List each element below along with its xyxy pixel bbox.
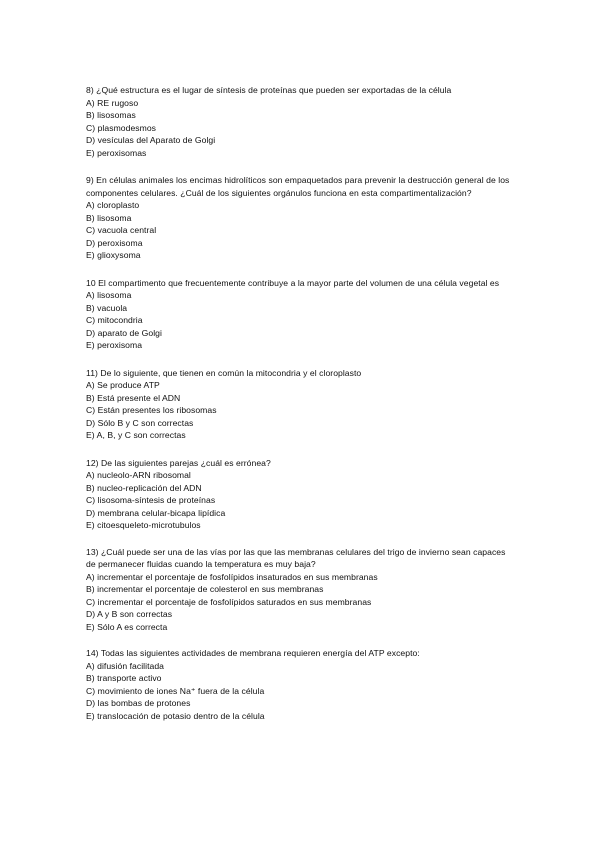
question-12	[86, 457, 516, 532]
question-8	[86, 84, 516, 159]
answer-option-a: A) nucleolo-ARN ribosomal	[86, 470, 191, 480]
answer-option-b: B) nucleo-replicación del ADN	[86, 482, 202, 493]
answer-option-d: D) vesículas del Aparato de Golgi	[86, 135, 216, 145]
answer-option-a: A) lisosoma	[86, 290, 132, 300]
question-13	[86, 546, 516, 634]
answer-option-c: C) plasmodesmos	[86, 122, 156, 133]
answer-options	[86, 289, 516, 352]
answer-option-d: D) peroxisoma	[86, 237, 143, 248]
answer-option-c: C) vacuola central	[86, 225, 157, 235]
question-text: 12) De las siguientes parejas ¿cuál es errónea?	[86, 457, 271, 468]
question-text: 10 El compartimento que frecuentemente contribuye a la mayor parte del volumen de una célula vegetal es	[86, 277, 500, 288]
answer-option-e: E) peroxisoma	[86, 340, 143, 350]
answer-option-e: E) peroxisomas	[86, 147, 147, 158]
answer-option-c: C) mitocondria	[86, 315, 143, 325]
answer-options	[86, 379, 516, 442]
answer-option-e: E) A, B, y C son correctas	[86, 430, 186, 440]
answer-option-a: A) Se produce ATP	[86, 380, 160, 390]
question-text: 13) ¿Cuál puede ser una de las vías por las que las membranas celulares del trigo de invierno sean capaces de permanecer fluidas cuando la temperatura es muy baja?	[86, 546, 508, 569]
question-10	[86, 277, 516, 352]
answer-option-d: D) membrana celular-bicapa lipídica	[86, 507, 226, 518]
answer-options	[86, 469, 516, 532]
question-9	[86, 174, 516, 262]
answer-option-d: D) aparato de Golgi	[86, 327, 162, 338]
answer-option-b: B) Está presente el ADN	[86, 392, 181, 403]
answer-option-a: A) RE rugoso	[86, 97, 139, 108]
answer-option-c: C) lisosoma-síntesis de proteínas	[86, 495, 216, 505]
answer-option-e: E) glioxysoma	[86, 250, 141, 260]
answer-option-b: B) transporte activo	[86, 673, 162, 683]
question-text: 14) Todas las siguientes actividades de membrana requieren energía del ATP excepto:	[86, 648, 420, 658]
answer-option-b: B) lisosomas	[86, 110, 136, 120]
question-text: 9) En células animales los encimas hidrolíticos son empaquetados para prevenir la destrucción general de los componentes celulares. ¿Cuál de los siguientes orgánulos funciona en esta compartimentalización?	[86, 175, 512, 198]
answer-option-c: C) Están presentes los ribosomas	[86, 405, 217, 415]
answer-option-a: A) difusión facilitada	[86, 660, 165, 671]
answer-option-e: E) translocación de potasio dentro de la célula	[86, 710, 265, 721]
question-list	[86, 84, 516, 737]
question-text: 11) De lo siguiente, que tienen en común la mitocondria y el cloroplasto	[86, 367, 362, 378]
answer-option-d: D) A y B son correctas	[86, 609, 173, 619]
question-14	[86, 647, 516, 722]
answer-option-d: D) Sólo B y C son correctas	[86, 417, 194, 428]
answer-option-c: C) incrementar el porcentaje de fosfolípidos saturados en sus membranas	[86, 596, 372, 607]
answer-option-b: B) vacuola	[86, 302, 128, 313]
question-text: 8) ¿Qué estructura es el lugar de síntesis de proteínas que pueden ser exportadas de la célula	[86, 85, 452, 95]
answer-options	[86, 97, 516, 160]
answer-option-e: E) Sólo A es correcta	[86, 621, 168, 632]
answer-option-b: B) incrementar el porcentaje de colesterol en sus membranas	[86, 584, 324, 594]
answer-options	[86, 571, 516, 634]
answer-option-a: A) cloroplasto	[86, 200, 140, 210]
answer-option-c: C) movimiento de iones Na⁺ fuera de la célula	[86, 685, 265, 696]
answer-options	[86, 199, 516, 262]
answer-option-d: D) las bombas de protones	[86, 698, 191, 708]
answer-option-e: E) citoesqueleto-microtubulos	[86, 520, 201, 530]
question-11	[86, 367, 516, 442]
answer-options	[86, 660, 516, 723]
answer-option-a: A) incrementar el porcentaje de fosfolípidos insaturados en sus membranas	[86, 571, 378, 582]
answer-option-b: B) lisosoma	[86, 212, 132, 223]
